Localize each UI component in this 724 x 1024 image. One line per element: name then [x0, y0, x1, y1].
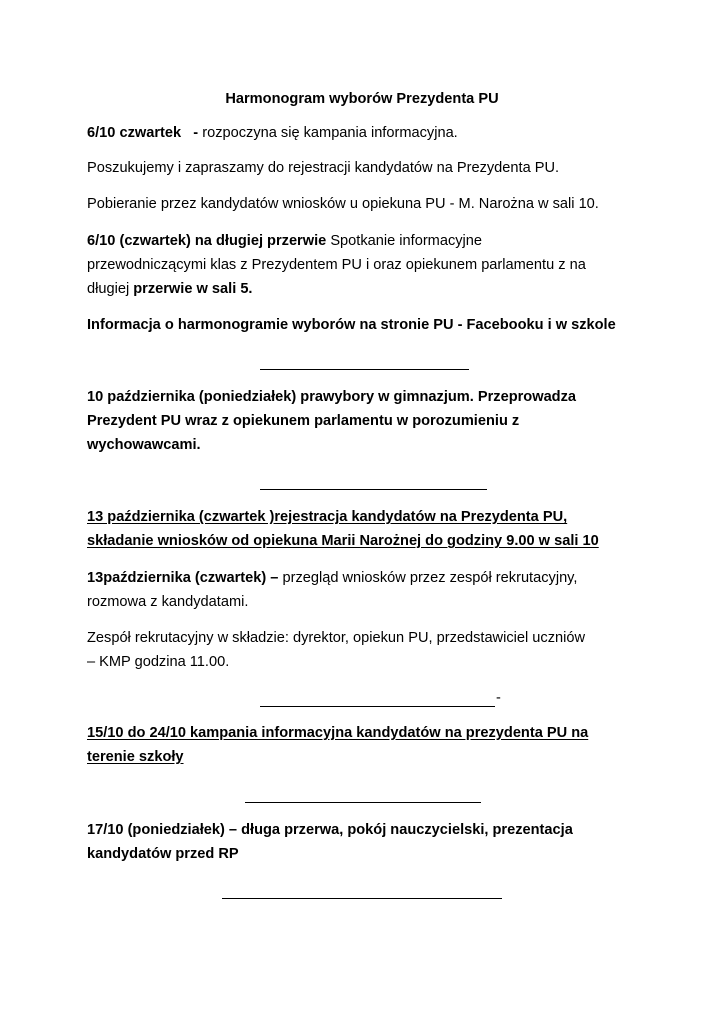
- paragraph-text: długiej: [87, 281, 134, 297]
- paragraph-presentation-line2: kandydatów przed RP: [87, 846, 239, 862]
- paragraph-form-pickup: Pobieranie przez kandydatów wniosków u opiekuna PU - M. Narożna w sali 10.: [87, 196, 599, 212]
- bold-text: przerwie w sali 5.: [133, 281, 253, 297]
- separator-suffix: -: [496, 690, 501, 706]
- date-label: 6/10 (czwartek) na długiej przerwie: [87, 233, 327, 249]
- paragraph-info-meeting-line1: [87, 234, 482, 249]
- paragraph-committee-line1: Zespół rekrutacyjny w składzie: dyrektor, opiekun PU, przedstawiciel uczniów: [87, 630, 586, 646]
- date-label: 13października (czwartek) –: [87, 570, 279, 586]
- separator-line: [260, 706, 495, 707]
- paragraph-campaign-line1: 15/10 do 24/10 kampania informacyjna kandydatów na prezydenta PU na: [87, 725, 589, 741]
- paragraph-committee-line2: – KMP godzina 11.00.: [87, 654, 230, 670]
- paragraph-info-meeting-line3: [87, 282, 253, 297]
- separator-line: [245, 802, 481, 803]
- paragraph-campaign-line2: terenie szkoły: [87, 749, 184, 765]
- paragraph-search-candidates: Poszukujemy i zapraszamy do rejestracji kandydatów na Prezydenta PU.: [87, 160, 560, 176]
- paragraph-review-line1: [87, 571, 577, 586]
- separator-line: [260, 489, 487, 490]
- paragraph-info-meeting-line2: przewodniczącymi klas z Prezydentem PU i oraz opiekunem parlamentu z na: [87, 257, 586, 273]
- separator-line: [260, 369, 469, 370]
- document-title: Harmonogram wyborów Prezydenta PU: [225, 91, 499, 107]
- paragraph-primaries-line1: 10 października (poniedziałek) prawybory w gimnazjum. Przeprowadza: [87, 389, 577, 405]
- paragraph-primaries-line2: Prezydent PU wraz z opiekunem parlamentu w porozumieniu z: [87, 413, 520, 429]
- paragraph-text: przegląd wniosków przez zespół rekrutacyjny,: [278, 570, 578, 586]
- paragraph-schedule-info: Informacja o harmonogramie wyborów na stronie PU - Facebooku i w szkole: [87, 317, 616, 333]
- paragraph-campaign-start: [87, 126, 458, 141]
- paragraph-registration-line1: 13 października (czwartek )rejestracja kandydatów na Prezydenta PU,: [87, 509, 568, 525]
- paragraph-presentation-line1: 17/10 (poniedziałek) – długa przerwa, pokój nauczycielski, prezentacja: [87, 822, 573, 838]
- separator-line: [222, 898, 502, 899]
- paragraph-review-line2: rozmowa z kandydatami.: [87, 594, 249, 610]
- paragraph-text: rozpoczyna się kampania informacyjna.: [198, 125, 458, 141]
- date-label: 6/10 czwartek: [87, 125, 182, 141]
- dash: -: [193, 125, 199, 141]
- paragraph-registration-line2: składanie wniosków od opiekuna Marii Narożnej do godziny 9.00 w sali 10: [87, 533, 599, 549]
- paragraph-text: Spotkanie informacyjne: [326, 233, 483, 249]
- paragraph-primaries-line3: wychowawcami.: [87, 437, 201, 453]
